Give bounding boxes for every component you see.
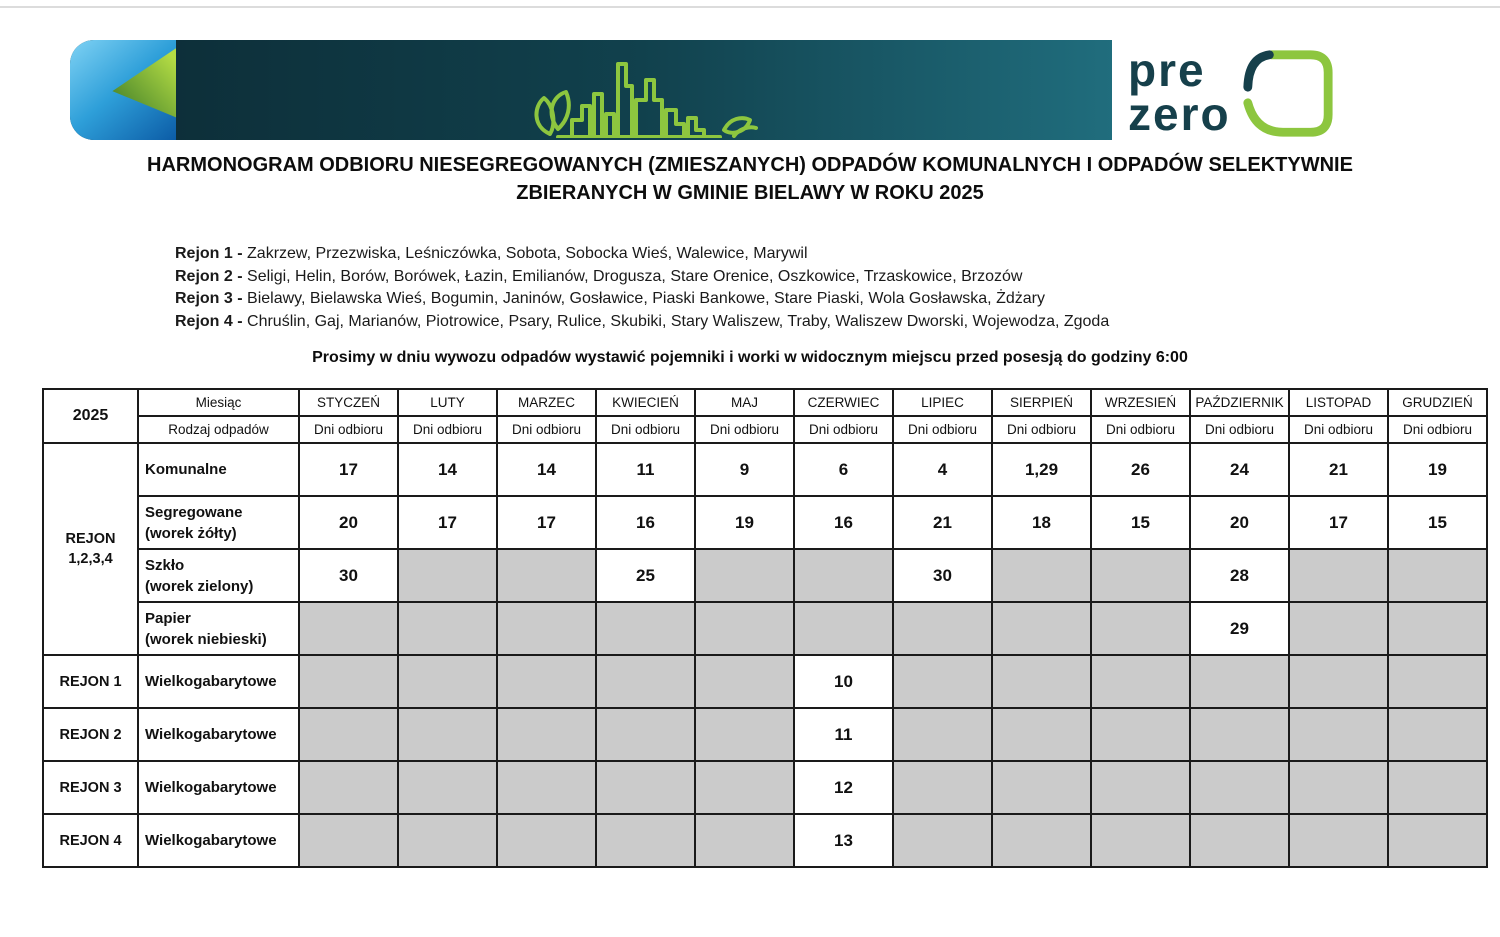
collection-day-cell xyxy=(1388,602,1487,655)
collection-day-cell xyxy=(596,602,695,655)
waste-type-cell xyxy=(138,814,299,867)
collection-day-cell xyxy=(1190,655,1289,708)
collection-day-cell xyxy=(1388,549,1487,602)
collection-day-cell: 15 xyxy=(1388,496,1487,549)
collection-day-cell: 16 xyxy=(596,496,695,549)
collection-day-cell xyxy=(497,655,596,708)
collection-day-cell: 11 xyxy=(596,443,695,496)
collection-day-cell xyxy=(1091,814,1190,867)
collection-day-cell: 16 xyxy=(794,496,893,549)
document-title-line2: ZBIERANYCH W GMINIE BIELAWY W ROKU 2025 xyxy=(516,182,984,204)
month-cell: WRZESIEŃ xyxy=(1091,389,1190,416)
region-list-item xyxy=(175,243,1109,266)
collection-day-cell xyxy=(695,761,794,814)
region-cell: REJON 1 xyxy=(43,655,138,708)
collection-day-cell xyxy=(992,655,1091,708)
waste-type-label: Wielkogabarytowe xyxy=(145,673,277,690)
table-row xyxy=(43,761,1487,814)
collection-day-cell: 26 xyxy=(1091,443,1190,496)
waste-type-sublabel: (worek żółty) xyxy=(145,524,237,542)
region-label: Rejon 2 - xyxy=(175,267,243,285)
waste-type-label: Segregowane xyxy=(145,503,243,521)
region-cell: REJON 2 xyxy=(43,708,138,761)
collection-day-cell: 10 xyxy=(794,655,893,708)
collection-day-cell xyxy=(398,549,497,602)
logo-fold-icon xyxy=(112,44,176,120)
waste-type-label: Wielkogabarytowe xyxy=(145,832,277,849)
day-label-cell: Dni odbioru xyxy=(497,416,596,443)
collection-day-cell xyxy=(695,814,794,867)
collection-day-cell: 4 xyxy=(893,443,992,496)
region-list-item xyxy=(175,311,1109,334)
collection-day-cell xyxy=(1190,761,1289,814)
region-group-cell xyxy=(43,443,138,655)
day-label-cell: Dni odbioru xyxy=(1289,416,1388,443)
waste-type-label: Szkło xyxy=(145,556,185,574)
collection-day-cell xyxy=(794,602,893,655)
waste-type-cell xyxy=(138,761,299,814)
prezero-logo xyxy=(1128,40,1398,144)
region-group-line2: 1,2,3,4 xyxy=(68,551,113,567)
collection-day-cell: 17 xyxy=(1289,496,1388,549)
month-cell: SIERPIEŃ xyxy=(992,389,1091,416)
collection-day-cell: 15 xyxy=(1091,496,1190,549)
waste-type-sublabel: (worek zielony) xyxy=(145,577,254,595)
collection-day-cell: 24 xyxy=(1190,443,1289,496)
region-places: Seligi, Helin, Borów, Borówek, Łazin, Emilianów, Drogusza, Stare Orenice, Oszkowice, Trzaskowice, Brzozów xyxy=(247,267,1023,285)
collection-day-cell: 17 xyxy=(497,496,596,549)
collection-day-cell xyxy=(1091,708,1190,761)
region-group-line1: REJON xyxy=(65,531,116,547)
day-label-cell: Dni odbioru xyxy=(794,416,893,443)
collection-day-cell xyxy=(1388,708,1487,761)
waste-type-label: Komunalne xyxy=(145,461,227,478)
prezero-wordmark-line2: zero xyxy=(1128,88,1231,140)
day-label-cell: Dni odbioru xyxy=(1091,416,1190,443)
waste-type-label: Wielkogabarytowe xyxy=(145,726,277,743)
region-places: Bielawy, Bielawska Wieś, Bogumin, Janinów, Gosławice, Piaski Bankowe, Stare Piaski, Wola Gosławska, Żdżary xyxy=(247,290,1045,307)
page-top-rule xyxy=(0,6,1500,8)
table-header-row-months xyxy=(43,389,1487,416)
month-header-label: Miesiąc xyxy=(138,389,299,416)
collection-day-cell xyxy=(1388,655,1487,708)
waste-type-cell xyxy=(138,443,299,496)
collection-day-cell xyxy=(893,602,992,655)
collection-day-cell xyxy=(1388,814,1487,867)
day-label-cell: Dni odbioru xyxy=(299,416,398,443)
collection-day-cell xyxy=(596,655,695,708)
prezero-wordmark-line1: pre xyxy=(1128,44,1206,96)
region-label: Rejon 1 - xyxy=(175,245,243,262)
collection-day-cell xyxy=(497,602,596,655)
collection-day-cell: 30 xyxy=(893,549,992,602)
collection-day-cell xyxy=(1091,655,1190,708)
collection-day-cell xyxy=(1190,708,1289,761)
waste-type-cell xyxy=(138,708,299,761)
collection-day-cell xyxy=(992,549,1091,602)
day-label-cell: Dni odbioru xyxy=(893,416,992,443)
waste-type-sublabel: (worek niebieski) xyxy=(145,630,267,648)
collection-day-cell xyxy=(794,549,893,602)
collection-day-cell xyxy=(695,602,794,655)
day-label-cell: Dni odbioru xyxy=(695,416,794,443)
collection-day-cell xyxy=(1091,602,1190,655)
day-label-cell: Dni odbioru xyxy=(1388,416,1487,443)
table-row xyxy=(43,814,1487,867)
year-cell: 2025 xyxy=(43,389,138,443)
collection-day-cell xyxy=(1289,549,1388,602)
region-list-item xyxy=(175,266,1109,289)
collection-day-cell: 13 xyxy=(794,814,893,867)
month-cell: GRUDZIEŃ xyxy=(1388,389,1487,416)
collection-day-cell: 17 xyxy=(398,496,497,549)
table-row xyxy=(43,443,1487,496)
collection-day-cell xyxy=(596,814,695,867)
collection-day-cell xyxy=(398,602,497,655)
collection-day-cell xyxy=(398,655,497,708)
collection-day-cell xyxy=(596,708,695,761)
waste-type-cell xyxy=(138,496,299,549)
collection-day-cell xyxy=(299,602,398,655)
region-label: Rejon 3 - xyxy=(175,290,243,307)
collection-day-cell: 21 xyxy=(1289,443,1388,496)
collection-day-cell: 1,29 xyxy=(992,443,1091,496)
collection-day-cell xyxy=(893,761,992,814)
collection-day-cell xyxy=(1190,814,1289,867)
collection-day-cell xyxy=(497,708,596,761)
collection-day-cell: 14 xyxy=(398,443,497,496)
region-list xyxy=(175,243,1109,333)
collection-day-cell xyxy=(893,655,992,708)
collection-day-cell xyxy=(1289,708,1388,761)
collection-day-cell xyxy=(398,708,497,761)
collection-day-cell: 6 xyxy=(794,443,893,496)
collection-day-cell xyxy=(992,602,1091,655)
table-row xyxy=(43,549,1487,602)
prezero-leaf-icon xyxy=(1235,46,1339,144)
waste-type-header-label: Rodzaj odpadów xyxy=(138,416,299,443)
day-label-cell: Dni odbioru xyxy=(992,416,1091,443)
collection-day-cell xyxy=(992,761,1091,814)
collection-day-cell: 30 xyxy=(299,549,398,602)
month-cell: PAŹDZIERNIK xyxy=(1190,389,1289,416)
prezero-logo-mark xyxy=(70,40,176,140)
table-header-row-days xyxy=(43,416,1487,443)
collection-day-cell xyxy=(299,761,398,814)
collection-day-cell xyxy=(992,708,1091,761)
city-skyline-icon xyxy=(528,56,758,138)
notice-text: Prosimy w dniu wywozu odpadów wystawić pojemniki i worki w widocznym miejscu przed posesją do godziny 6:00 xyxy=(312,349,1188,366)
collection-day-cell xyxy=(1091,761,1190,814)
collection-day-cell xyxy=(695,549,794,602)
month-cell: MARZEC xyxy=(497,389,596,416)
document-title xyxy=(0,151,1500,207)
region-places: Chruślin, Gaj, Marianów, Piotrowice, Psary, Rulice, Skubiki, Stary Waliszew, Traby, Waliszew Dworski, Wojewodza, Zgoda xyxy=(247,312,1110,330)
collection-day-cell xyxy=(497,549,596,602)
region-list-item xyxy=(175,288,1109,311)
collection-day-cell xyxy=(596,761,695,814)
month-cell: LISTOPAD xyxy=(1289,389,1388,416)
month-cell: STYCZEŃ xyxy=(299,389,398,416)
prezero-wordmark xyxy=(1128,44,1231,140)
collection-day-cell xyxy=(893,708,992,761)
collection-day-cell xyxy=(1289,761,1388,814)
table-row xyxy=(43,708,1487,761)
collection-day-cell xyxy=(1289,602,1388,655)
collection-day-cell: 9 xyxy=(695,443,794,496)
collection-day-cell xyxy=(695,655,794,708)
region-label: Rejon 4 - xyxy=(175,312,243,330)
schedule-table xyxy=(42,388,1488,868)
month-cell: LUTY xyxy=(398,389,497,416)
collection-day-cell: 11 xyxy=(794,708,893,761)
collection-day-cell xyxy=(398,761,497,814)
day-label-cell: Dni odbioru xyxy=(596,416,695,443)
collection-day-cell: 28 xyxy=(1190,549,1289,602)
day-label-cell: Dni odbioru xyxy=(1190,416,1289,443)
waste-type-cell xyxy=(138,549,299,602)
table-row xyxy=(43,602,1487,655)
collection-day-cell: 19 xyxy=(695,496,794,549)
collection-day-cell xyxy=(1289,814,1388,867)
region-cell: REJON 3 xyxy=(43,761,138,814)
collection-day-cell xyxy=(893,814,992,867)
collection-day-cell: 19 xyxy=(1388,443,1487,496)
waste-type-cell xyxy=(138,655,299,708)
collection-day-cell: 17 xyxy=(299,443,398,496)
collection-day-cell: 20 xyxy=(1190,496,1289,549)
collection-day-cell xyxy=(992,814,1091,867)
collection-day-cell xyxy=(299,655,398,708)
collection-day-cell xyxy=(497,761,596,814)
header-banner xyxy=(70,40,1112,140)
collection-day-cell xyxy=(1289,655,1388,708)
day-label-cell: Dni odbioru xyxy=(398,416,497,443)
collection-day-cell xyxy=(299,814,398,867)
waste-type-label: Papier xyxy=(145,609,191,627)
collection-day-cell: 29 xyxy=(1190,602,1289,655)
month-cell: LIPIEC xyxy=(893,389,992,416)
collection-day-cell xyxy=(299,708,398,761)
collection-day-cell: 20 xyxy=(299,496,398,549)
table-row xyxy=(43,496,1487,549)
collection-day-cell: 14 xyxy=(497,443,596,496)
waste-type-label: Wielkogabarytowe xyxy=(145,779,277,796)
month-cell: MAJ xyxy=(695,389,794,416)
waste-type-cell xyxy=(138,602,299,655)
collection-day-cell xyxy=(398,814,497,867)
table-row xyxy=(43,655,1487,708)
region-places: Zakrzew, Przezwiska, Leśniczówka, Sobota, Sobocka Wieś, Walewice, Marywil xyxy=(247,245,808,262)
collection-day-cell: 18 xyxy=(992,496,1091,549)
collection-day-cell xyxy=(695,708,794,761)
collection-day-cell xyxy=(497,814,596,867)
month-cell: KWIECIEŃ xyxy=(596,389,695,416)
collection-day-cell: 21 xyxy=(893,496,992,549)
collection-day-cell: 12 xyxy=(794,761,893,814)
document-title-line1: HARMONOGRAM ODBIORU NIESEGREGOWANYCH (ZMIESZANYCH) ODPADÓW KOMUNALNYCH I ODPADÓW SELEKTYWNIE xyxy=(147,154,1353,176)
collection-day-cell xyxy=(1388,761,1487,814)
collection-day-cell: 25 xyxy=(596,549,695,602)
collection-day-cell xyxy=(1091,549,1190,602)
month-cell: CZERWIEC xyxy=(794,389,893,416)
region-cell: REJON 4 xyxy=(43,814,138,867)
